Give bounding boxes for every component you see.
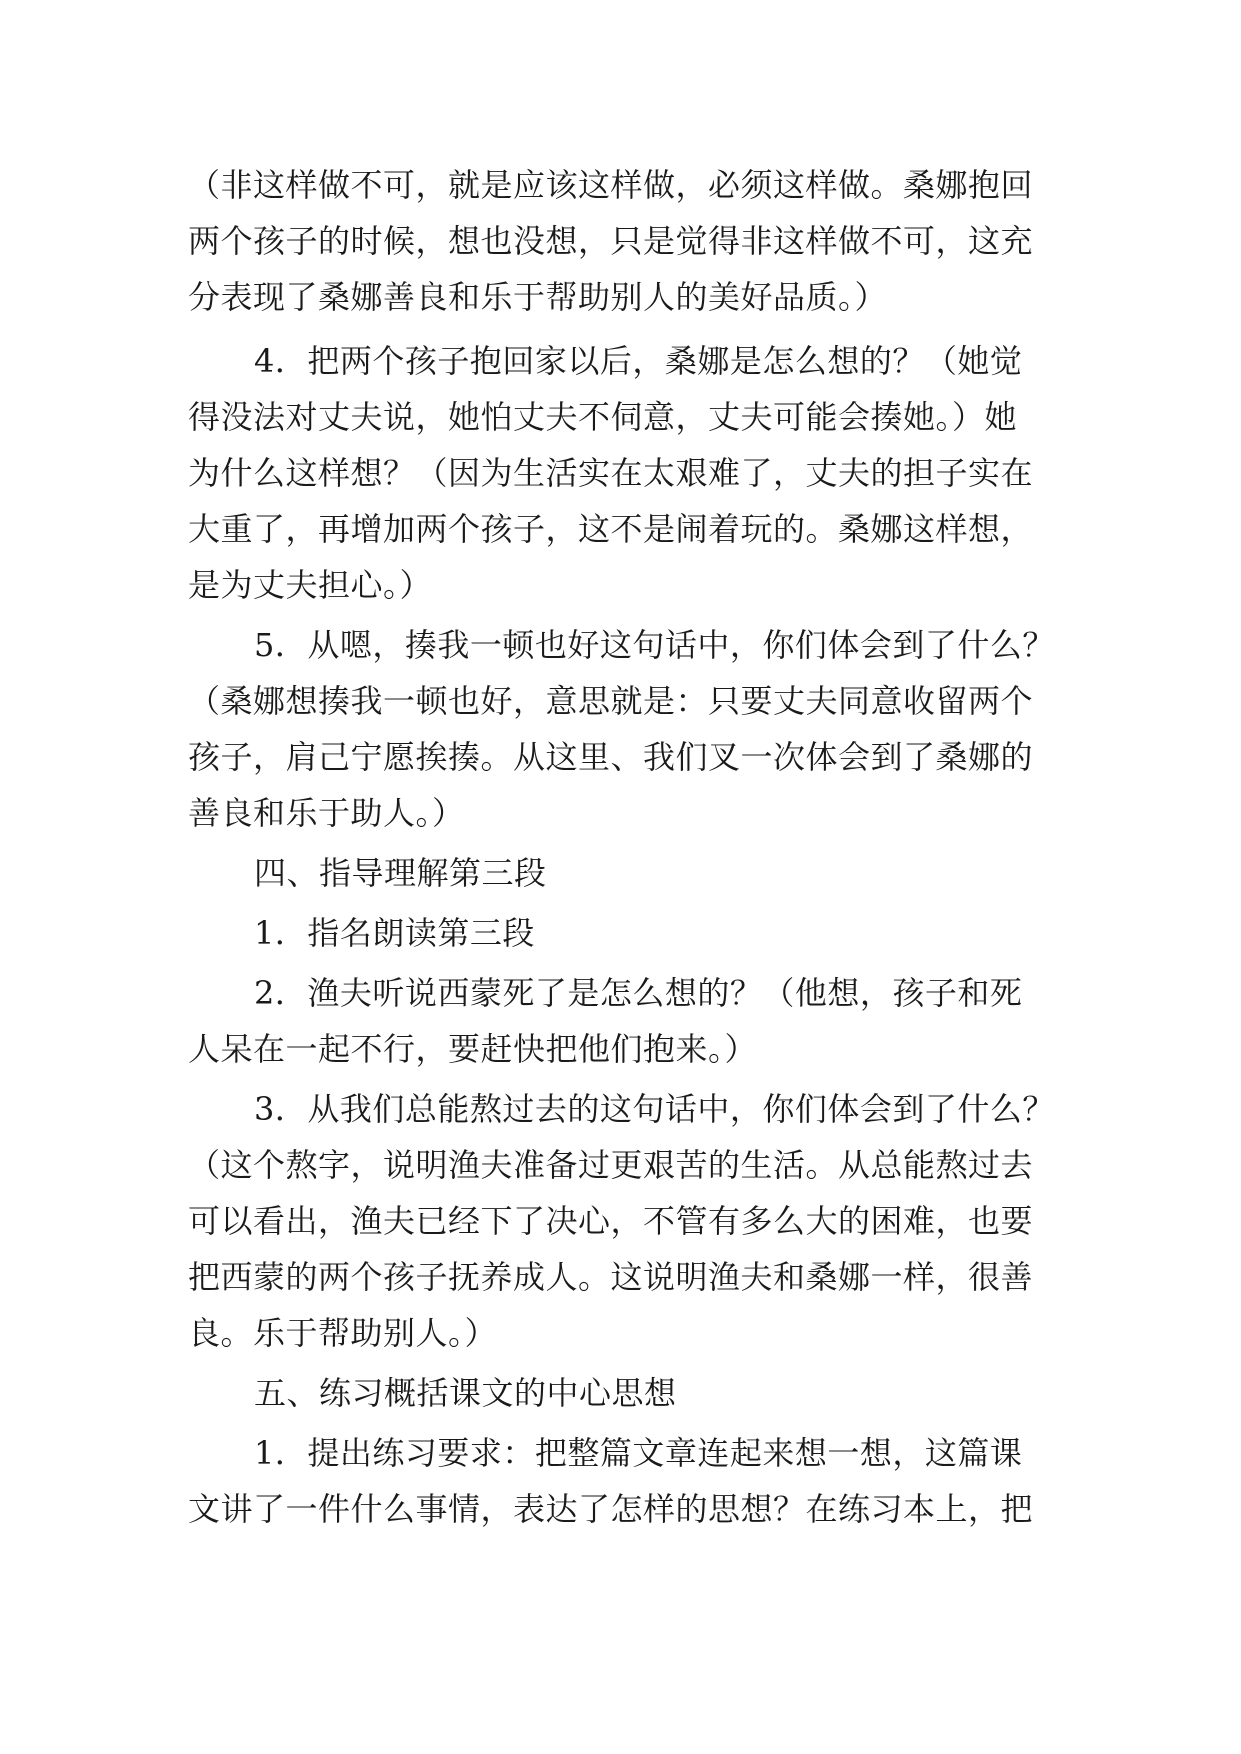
text-line: 得没法对丈夫说，她怕丈夫不伺意，丈夫可能会揍她。）她 [188, 398, 1018, 436]
text-line: （这个熬字，说明渔夫准备过更艰苦的生活。从总能熬过去 [188, 1146, 1034, 1184]
text-line: 2．渔夫听说西蒙死了是怎么想的？（他想，孩子和死 [254, 974, 1023, 1012]
text-line: 1．提出练习要求：把整篇文章连起来想一想，这篇课 [254, 1434, 1023, 1472]
section-heading: 五、练习概括课文的中心思想 [254, 1374, 677, 1412]
text-line: 把西蒙的两个孩子抚养成人。这说明渔夫和桑娜一样，很善 [188, 1258, 1034, 1296]
text-line: 4．把两个孩子抱回家以后，桑娜是怎么想的？（她觉 [254, 342, 1023, 380]
text-line: 大重了，再增加两个孩子，这不是闹着玩的。桑娜这样想， [188, 510, 1034, 548]
text-line: 人呆在一起不行，要赶快把他们抱来。） [188, 1030, 758, 1068]
text-line: 为什么这样想？（因为生活实在太艰难了，丈夫的担子实在 [188, 454, 1034, 492]
text-line: 孩子，肩己宁愿挨揍。从这里、我们叉一次体会到了桑娜的 [188, 738, 1034, 776]
text-line: 文讲了一件什么事情，表达了怎样的思想？在练习本上，把 [188, 1490, 1034, 1528]
text-line: 1．指名朗读第三段 [254, 914, 535, 952]
text-line: 可以看出，渔夫已经下了决心，不管有多么大的困难，也要 [188, 1202, 1034, 1240]
section-heading: 四、指导理解第三段 [254, 854, 547, 892]
text-line: 善良和乐于助人。） [188, 794, 465, 832]
text-line: 良。乐于帮助别人。） [188, 1314, 498, 1352]
text-line: 分表现了桑娜善良和乐于帮助别人的美好品质。） [188, 278, 888, 316]
text-line: 是为丈夫担心。） [188, 566, 433, 604]
text-line: 3．从我们总能熬过去的这句话中，你们体会到了什么？ [254, 1090, 1055, 1128]
text-line: （非这样做不可，就是应该这样做，必须这样做。桑娜抱回 [188, 166, 1034, 204]
text-line: （桑娜想揍我一顿也好，意思就是：只要丈夫同意收留两个 [188, 682, 1034, 720]
text-line: 5．从嗯，揍我一顿也好这句话中，你们体会到了什么？ [254, 626, 1055, 664]
text-line: 两个孩子的时候，想也没想，只是觉得非这样做不可，这充 [188, 222, 1034, 260]
